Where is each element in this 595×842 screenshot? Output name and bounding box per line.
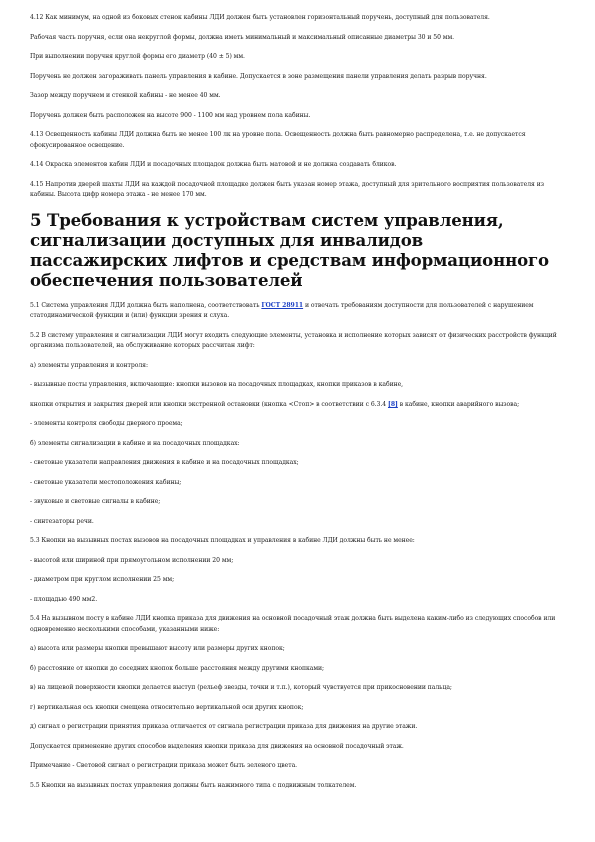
paragraph-5-4: 5.4 На вызывном посту в кабине ЛДИ кнопка приказа для движения на основной посадочный этаж должна быть выделена каким-либо из следующих способов или одновременно несколькими способами, указанными ниже:	[30, 615, 556, 633]
paragraph-handrail-shape: Рабочая часть поручня, если она некруглой формы, должна иметь минимальный и максимальный описанные диаметры 30 и 50 мм.	[30, 33, 455, 41]
paragraph-note: Примечание - Световой сигнал о регистрации приказа может быть зеленого цвета.	[30, 762, 298, 769]
paragraph-signalling-heading: б) элементы сигнализации в кабине и на посадочных площадках:	[30, 439, 240, 447]
paragraph-button-area: - площадью 490 мм2.	[30, 595, 98, 603]
paragraph-handrail-gap: Зазор между поручнем и стенкой кабины - не менее 40 мм.	[30, 92, 221, 99]
paragraph-5-1-text-after: и отвечать требованиям доступности для пользователей с нарушением статодинамической функции и (или) функции зрения и слуха.	[30, 301, 534, 319]
paragraph-item-a: а) высота или размеры кнопки превышают высоту или размеры других кнопок;	[30, 645, 285, 652]
paragraph-item-b: б) расстояние от кнопки до соседних кнопок больше расстояния между другими кнопками;	[30, 664, 325, 672]
paragraph-call-posts: - вызывные посты управления, включающие: кнопки вызовов на посадочных площадках, кнопки приказов в кабине,	[30, 381, 404, 388]
paragraph-4-15: 4.15 Напротив дверей шахты ЛДИ на каждой посадочной площадке должен быть указан номер этажа, доступный для зрительного восприятия пользователя из кабины. Высота цифр номера этажа - не менее 170 мм.	[30, 180, 544, 198]
paragraph-4-12: 4.12 Как минимум, на одной из боковых стенок кабины ЛДИ должен быть установлен горизонтальный поручень, доступный для пользователя.	[30, 14, 490, 21]
paragraph-speech-synthesizers: - синтезаторы речи.	[30, 517, 94, 525]
paragraph-handrail-height: Поручень должен быть расположен на высоте 900 - 1100 мм над уровнем пола кабины.	[30, 111, 311, 119]
paragraph-other-methods: Допускается применение других способов выделения кнопки приказа для движения на основной посадочный этаж.	[30, 742, 404, 750]
paragraph-sound-light-signals: - звуковые и световые сигналы в кабине;	[30, 498, 161, 505]
paragraph-item-v: в) на лицевой поверхности кнопки делается выступ (рельеф звезды, точки и т.п.), который чувствуется при прикосновении пальца;	[30, 684, 452, 691]
paragraph-item-g: г) вертикальная ось кнопки смещена относительно вертикальной оси других кнопок;	[30, 703, 304, 711]
paragraph-position-indicators: - световые указатели местоположения кабины;	[30, 478, 182, 486]
paragraph-5-3: 5.3 Кнопки на вызывных постах вызовов на посадочных площадках и управления в кабине ЛДИ должны быть не менее:	[30, 537, 415, 544]
paragraph-4-14: 4.14 Окраска элементов кабин ЛДИ и посадочных площадок должна быть матовой и не должна создавать бликов.	[30, 161, 397, 168]
paragraph-4-13: 4.13 Освещенность кабины ЛДИ должна быть не менее 100 лк на уровне пола. Освещенность должна быть равномерно распределена, т.е. не допускается сфокусированное освещение.	[30, 131, 526, 149]
paragraph-stop-text-before: кнопки открытия и закрытия дверей или кнопки экстренной остановки (кнопка <Стоп> в соответствии с 6.3.4	[30, 400, 388, 408]
paragraph-stop-text-after: в кабине, кнопки аварийного вызова;	[397, 400, 520, 408]
gost-28911-link[interactable]: ГОСТ 28911	[261, 301, 304, 309]
paragraph-5-1	[30, 301, 565, 322]
paragraph-handrail-diameter: При выполнении поручня круглой формы его диаметр (40 ± 5) мм.	[30, 53, 245, 60]
section-5-heading: 5 Требования к устройствам систем управления, сигнализации доступных для инвалидов пассажирских лифтов и средствам информационного обеспечения пользователей	[30, 209, 549, 290]
paragraph-handrail-panel: Поручень не должен загораживать панель управления в кабине. Допускается в зоне размещения панели управления делать разрыв поручня.	[30, 72, 487, 80]
paragraph-5-1-text-before: 5.1 Система управления ЛДИ должна быть наполнена, соответствовать	[30, 301, 262, 309]
paragraph-5-2: 5.2 В систему управления и сигнализации ЛДИ могут входить следующие элементы, установка и исполнение которых зависят от физических расстройств функций организма пользователей, на обслуживание которых рассчитан лифт:	[30, 331, 557, 349]
paragraph-5-5: 5.5 Кнопки на вызывных постах управления должны быть нажимного типа с подвижным толкателем.	[30, 781, 357, 789]
paragraph-controls-heading: а) элементы управления и контроля:	[30, 361, 148, 369]
paragraph-button-diameter: - диаметром при круглом исполнении 25 мм;	[30, 576, 175, 583]
paragraph-direction-indicators: - световые указатели направления движения в кабине и на посадочных площадках;	[30, 459, 299, 466]
paragraph-stop-button	[30, 400, 565, 411]
paragraph-door-control: - элементы контроля свободы дверного проема;	[30, 420, 183, 427]
reference-8-link[interactable]: [8]	[387, 400, 398, 408]
paragraph-item-d: д) сигнал о регистрации принятия приказа отличается от сигнала регистрации приказа для движения на другие этажи.	[30, 723, 418, 730]
paragraph-button-height: - высотой или шириной при прямоугольном исполнении 20 мм;	[30, 556, 234, 564]
